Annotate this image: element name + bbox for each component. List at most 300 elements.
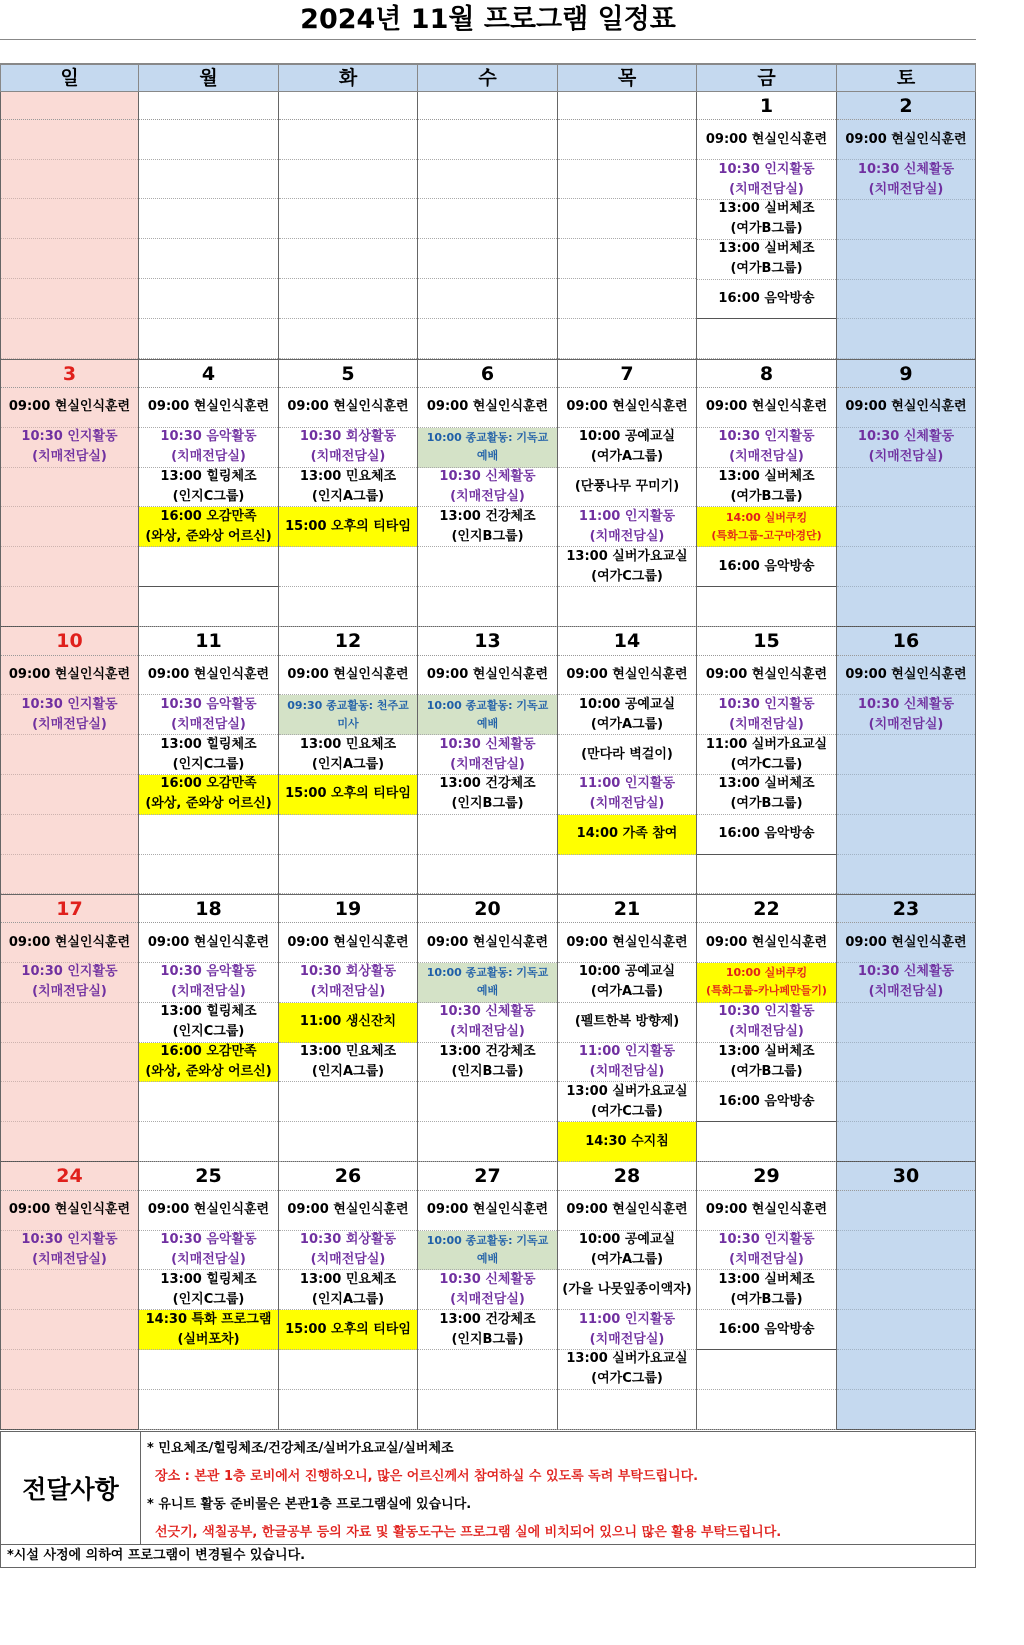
event-title: (가을 나뭇잎종이액자) [562, 1281, 692, 1297]
event-detail: (인지C그룹) [172, 1024, 245, 1040]
empty-slot [418, 1082, 557, 1122]
event-title: 10:30 신체활동 [439, 1004, 536, 1020]
event-entry [697, 656, 836, 696]
event-detail: (인지B그룹) [451, 528, 524, 544]
day-number: 7 [558, 360, 696, 388]
event-title: 09:00 현실인식훈련 [8, 934, 131, 950]
event-title: 10:30 인지활동 [21, 696, 118, 712]
event-title: 13:00 실버체조 [718, 201, 815, 217]
event-entry [139, 507, 278, 547]
event-detail: (여가B그룹) [730, 221, 803, 237]
event-entry [558, 963, 696, 1003]
weekday-header: 금 [697, 64, 837, 92]
day-number: 14 [558, 627, 696, 655]
empty-slot [837, 1122, 975, 1162]
event-entry [418, 1043, 557, 1083]
event-list [558, 1191, 696, 1430]
empty-slot [418, 239, 557, 279]
event-list [1, 388, 138, 627]
event-entry [418, 963, 557, 1003]
event-title: (펠트한복 방향제) [574, 1014, 680, 1030]
event-detail: (치매전담실) [450, 756, 525, 772]
day-number: 23 [837, 895, 975, 923]
event-entry [279, 963, 417, 1003]
event-list [697, 120, 836, 359]
day-number [139, 92, 278, 120]
event-title: 09:00 현실인식훈련 [147, 399, 270, 415]
event-entry [1, 428, 138, 468]
event-detail: (치매전담실) [310, 449, 386, 465]
event-detail: (치매전담실) [171, 449, 246, 465]
event-list [558, 656, 696, 895]
event-entry [139, 1231, 278, 1271]
event-list [279, 923, 417, 1162]
day-cell [279, 1162, 418, 1430]
day-cell [697, 360, 837, 628]
event-detail: (인지B그룹) [451, 1331, 524, 1347]
event-title: 13:00 민요체조 [299, 736, 397, 752]
event-title: 09:00 현실인식훈련 [705, 1202, 828, 1218]
event-title: 09:00 현실인식훈련 [8, 1202, 131, 1218]
event-title: 09:00 현실인식훈련 [287, 399, 409, 415]
event-title: 09:00 현실인식훈련 [147, 666, 270, 682]
empty-slot [697, 1390, 836, 1430]
event-title: 09:00 현실인식훈련 [426, 399, 549, 415]
event-title: 13:00 실버체조 [718, 1271, 815, 1287]
event-title: 09:00 현실인식훈련 [287, 1202, 409, 1218]
empty-slot [279, 1082, 417, 1122]
day-cell [418, 627, 558, 895]
event-title: 10:30 인지활동 [21, 964, 118, 980]
day-cell [279, 360, 418, 628]
event-list [558, 923, 696, 1162]
day-number: 11 [139, 627, 278, 655]
event-list [139, 656, 278, 895]
event-entry [139, 1310, 278, 1350]
event-title: 09:00 현실인식훈련 [705, 131, 828, 147]
empty-slot [1, 239, 138, 279]
day-cell [837, 360, 976, 628]
empty-slot [1, 468, 138, 508]
event-title: 11:00 실버가요교실 [705, 736, 828, 752]
event-entry [697, 963, 836, 1003]
event-title: 13:00 민요체조 [299, 1271, 397, 1287]
event-title: 10:30 인지활동 [718, 161, 815, 177]
event-title: 15:00 오후의 티타임 [285, 1321, 411, 1337]
empty-slot [837, 280, 975, 320]
empty-slot [279, 239, 417, 279]
day-number: 9 [837, 360, 975, 388]
event-title: 13:00 힐링체조 [160, 1271, 257, 1287]
day-number [558, 92, 696, 120]
empty-slot [1, 735, 138, 775]
empty-slot [1, 120, 138, 160]
event-title: 09:00 현실인식훈련 [566, 1202, 688, 1218]
day-cell [837, 1162, 976, 1430]
event-detail: 예배 [476, 716, 499, 730]
event-title: 16:00 음악방송 [718, 1093, 815, 1109]
empty-slot [697, 1122, 836, 1162]
event-detail: (여가B그룹) [730, 1063, 803, 1079]
event-title: 16:00 음악방송 [718, 826, 815, 842]
notes-section [0, 1431, 976, 1545]
empty-slot [837, 1003, 975, 1043]
event-entry [558, 468, 696, 508]
event-entry [418, 656, 557, 696]
event-title: 11:00 인지활동 [578, 1311, 676, 1327]
event-detail: (여가B그룹) [730, 1291, 803, 1307]
day-number [1, 92, 138, 120]
event-detail: (치매전담실) [729, 1251, 804, 1267]
event-entry [418, 923, 557, 963]
event-title: 13:00 민요체조 [299, 468, 397, 484]
event-entry [697, 1310, 836, 1350]
event-entry [837, 120, 975, 160]
event-entry [139, 1191, 278, 1231]
empty-slot [837, 1191, 975, 1231]
event-entry [697, 1003, 836, 1043]
event-list [1, 120, 138, 359]
event-entry [139, 656, 278, 696]
event-title: 10:30 인지활동 [718, 1231, 815, 1247]
event-detail: 예배 [476, 1251, 499, 1265]
event-title: 16:00 오감만족 [160, 776, 257, 792]
event-entry [279, 1231, 417, 1271]
empty-slot [1, 1310, 138, 1350]
event-entry [139, 923, 278, 963]
empty-slot [139, 587, 278, 627]
event-title: 15:00 오후의 티타임 [285, 786, 411, 802]
event-title: 13:00 실버체조 [718, 776, 815, 792]
event-title: 10:30 음악활동 [160, 1231, 257, 1247]
day-number: 16 [837, 627, 975, 655]
empty-slot [697, 587, 836, 627]
event-entry [558, 1270, 696, 1310]
empty-slot [837, 200, 975, 240]
event-list [1, 1191, 138, 1430]
event-title: 16:00 음악방송 [718, 1321, 815, 1337]
empty-slot [837, 735, 975, 775]
event-title: 13:00 건강체조 [439, 1043, 536, 1059]
empty-slot [837, 1231, 975, 1271]
day-number: 5 [279, 360, 417, 388]
event-title: 10:30 인지활동 [718, 429, 815, 445]
event-entry [697, 1082, 836, 1122]
empty-slot [558, 239, 696, 279]
event-detail: (인지A그룹) [311, 1291, 385, 1307]
empty-slot [279, 815, 417, 855]
event-title: 09:00 현실인식훈련 [8, 666, 131, 682]
event-title: 14:00 가족 참여 [576, 826, 678, 842]
event-entry [697, 815, 836, 855]
event-detail: (여가B그룹) [730, 261, 803, 277]
event-detail: (인지A그룹) [311, 1063, 385, 1079]
spacer-row [0, 40, 976, 64]
event-detail: (인지C그룹) [172, 1291, 245, 1307]
empty-slot [279, 1350, 417, 1390]
event-detail: 예배 [476, 449, 499, 463]
empty-slot [1, 1082, 138, 1122]
weekday-header: 월 [139, 64, 279, 92]
event-list [279, 388, 417, 627]
day-number: 15 [697, 627, 836, 655]
event-list [139, 388, 278, 627]
event-entry [279, 695, 417, 735]
event-entry [697, 1231, 836, 1271]
day-number: 24 [1, 1162, 138, 1190]
day-number [279, 92, 417, 120]
event-title: 09:00 현실인식훈련 [287, 666, 409, 682]
event-entry [418, 1310, 557, 1350]
day-cell [279, 92, 418, 360]
empty-slot [418, 1122, 557, 1162]
day-number: 21 [558, 895, 696, 923]
event-title: 13:00 민요체조 [299, 1043, 397, 1059]
event-detail: (인지C그룹) [172, 756, 245, 772]
event-entry [697, 280, 836, 320]
event-entry [558, 656, 696, 696]
event-title: 10:00 종교활동: 기독교 [426, 966, 549, 980]
day-cell [279, 627, 418, 895]
event-entry [1, 1191, 138, 1231]
footer-note: *시설 사정에 의하여 프로그램이 변경될수 있습니다. [0, 1545, 976, 1568]
event-entry [697, 160, 836, 200]
event-entry [279, 1043, 417, 1083]
event-list [139, 1191, 278, 1430]
event-title: 13:00 실버가요교실 [566, 1083, 688, 1099]
event-list [418, 120, 557, 359]
empty-slot [279, 279, 417, 319]
event-entry [837, 656, 975, 696]
day-cell [558, 627, 697, 895]
event-entry [418, 1270, 557, 1310]
event-title: 16:00 오감만족 [160, 1043, 257, 1059]
event-entry [558, 815, 696, 855]
event-entry [279, 507, 417, 547]
empty-slot [697, 319, 836, 359]
empty-slot [697, 1350, 836, 1390]
day-cell [0, 895, 139, 1163]
event-detail: (특화그룹-고구마경단) [711, 528, 822, 542]
day-number: 28 [558, 1162, 696, 1190]
event-title: 10:30 신체활동 [857, 161, 955, 177]
event-detail: (치매전담실) [32, 984, 107, 1000]
note-line: * 유니트 활동 준비물은 본관1층 프로그램실에 있습니다. [147, 1497, 472, 1512]
event-detail: (여가A그룹) [590, 1251, 664, 1267]
event-title: 15:00 오후의 티타임 [285, 518, 411, 534]
empty-slot [558, 319, 696, 359]
empty-slot [139, 160, 278, 200]
event-title: 10:00 실버쿠킹 [725, 966, 808, 980]
event-title: 09:00 현실인식훈련 [845, 399, 967, 415]
event-entry [1, 963, 138, 1003]
event-entry [139, 468, 278, 508]
day-cell [697, 1162, 837, 1430]
day-cell [139, 627, 279, 895]
event-title: 09:00 현실인식훈련 [426, 1202, 549, 1218]
event-detail: (치매전담실) [729, 181, 804, 197]
week-row [0, 895, 976, 1163]
day-cell [139, 1162, 279, 1430]
event-list [837, 1191, 975, 1430]
weekday-header: 일 [0, 64, 139, 92]
event-detail: (여가A그룹) [590, 449, 664, 465]
empty-slot [1, 815, 138, 855]
event-title: 09:00 현실인식훈련 [566, 666, 688, 682]
event-title: 10:30 신체활동 [439, 736, 536, 752]
day-cell [0, 1162, 139, 1430]
event-entry [418, 388, 557, 428]
event-entry [279, 735, 417, 775]
empty-slot [1, 160, 138, 200]
event-detail: (치매전담실) [729, 1024, 804, 1040]
event-entry [697, 200, 836, 240]
event-title: 16:00 음악방송 [718, 290, 815, 306]
event-detail: (여가B그룹) [730, 796, 803, 812]
event-title: 09:00 현실인식훈련 [705, 666, 828, 682]
empty-slot [418, 547, 557, 587]
event-entry [697, 1043, 836, 1083]
event-detail: (치매전담실) [589, 1331, 665, 1347]
empty-slot [837, 507, 975, 547]
event-title: 10:30 인지활동 [21, 1231, 118, 1247]
event-title: 09:00 현실인식훈련 [426, 666, 549, 682]
event-entry [837, 388, 975, 428]
event-title: 10:00 공예교실 [578, 429, 676, 445]
event-entry [697, 547, 836, 587]
empty-slot [279, 319, 417, 359]
weekday-header: 화 [279, 64, 418, 92]
event-entry [837, 923, 975, 963]
event-entry [279, 1191, 417, 1231]
event-detail: (치매전담실) [171, 984, 246, 1000]
event-entry [697, 240, 836, 280]
event-title: 09:00 현실인식훈련 [705, 934, 828, 950]
event-list [279, 656, 417, 895]
day-number: 10 [1, 627, 138, 655]
day-cell [418, 360, 558, 628]
event-detail: (치매전담실) [171, 716, 246, 732]
day-number: 1 [697, 92, 836, 120]
empty-slot [139, 1082, 278, 1122]
event-detail: (치매전담실) [868, 716, 944, 732]
empty-slot [279, 160, 417, 200]
event-title: 10:30 음악활동 [160, 696, 257, 712]
event-detail: 미사 [337, 716, 359, 730]
empty-slot [1, 1122, 138, 1162]
event-entry [837, 160, 975, 200]
event-detail: (치매전담실) [729, 449, 804, 465]
event-entry [279, 775, 417, 815]
empty-slot [837, 775, 975, 815]
event-title: 10:30 회상활동 [299, 964, 397, 980]
event-title: (단풍나무 꾸미기) [574, 478, 680, 494]
event-entry [279, 468, 417, 508]
day-cell [837, 92, 976, 360]
empty-slot [418, 199, 557, 239]
event-title: 09:00 현실인식훈련 [566, 399, 688, 415]
empty-slot [837, 1350, 975, 1390]
empty-slot [558, 199, 696, 239]
day-number [418, 92, 557, 120]
event-title: 09:00 현실인식훈련 [147, 934, 270, 950]
event-title: 13:00 건강체조 [439, 1311, 536, 1327]
empty-slot [418, 160, 557, 200]
event-detail: (치매전담실) [450, 488, 525, 504]
empty-slot [279, 587, 417, 627]
day-cell [279, 895, 418, 1163]
empty-slot [418, 319, 557, 359]
empty-slot [279, 1390, 417, 1430]
event-title: 10:30 신체활동 [439, 1271, 536, 1287]
empty-slot [418, 1350, 557, 1390]
empty-slot [697, 855, 836, 895]
day-cell [418, 1162, 558, 1430]
event-entry [279, 656, 417, 696]
event-title: 10:00 종교활동: 기독교 [426, 431, 549, 445]
empty-slot [837, 1043, 975, 1083]
event-list [697, 656, 836, 895]
event-detail: (와상, 준와상 어르신) [145, 1063, 272, 1079]
day-number: 12 [279, 627, 417, 655]
event-list [418, 1191, 557, 1430]
note-line: 장소 : 본관 1층 로비에서 진행하오니, 많은 어르신께서 참여하실 수 있도록 독려 부탁드립니다. [155, 1469, 699, 1484]
event-entry [1, 923, 138, 963]
day-cell [139, 895, 279, 1163]
event-title: 13:00 실버체조 [718, 468, 815, 484]
week-row [0, 627, 976, 895]
event-entry [1, 695, 138, 735]
day-cell [418, 92, 558, 360]
event-entry [697, 775, 836, 815]
event-detail: (치매전담실) [32, 716, 107, 732]
event-title: 13:00 실버가요교실 [566, 548, 688, 564]
event-entry [418, 428, 557, 468]
event-detail: (치매전담실) [589, 528, 665, 544]
event-title: 09:00 현실인식훈련 [147, 1202, 270, 1218]
event-detail: (여가B그룹) [730, 488, 803, 504]
calendar [0, 64, 976, 1430]
weekday-header: 수 [418, 64, 558, 92]
event-title: 16:00 음악방송 [718, 558, 815, 574]
event-entry [697, 468, 836, 508]
event-detail: (여가C그룹) [591, 568, 663, 584]
empty-slot [139, 239, 278, 279]
event-entry [1, 1231, 138, 1271]
event-detail: (특화그룹-카나페만들기) [706, 984, 827, 998]
event-entry [1, 656, 138, 696]
event-title: 10:00 공예교실 [578, 696, 676, 712]
event-detail: (여가A그룹) [590, 716, 664, 732]
day-number: 25 [139, 1162, 278, 1190]
event-entry [279, 1270, 417, 1310]
event-list [418, 388, 557, 627]
event-list [837, 120, 975, 359]
event-list [418, 656, 557, 895]
day-cell [418, 895, 558, 1163]
event-title: 09:00 현실인식훈련 [705, 399, 828, 415]
empty-slot [1, 547, 138, 587]
day-cell [697, 92, 837, 360]
empty-slot [139, 199, 278, 239]
empty-slot [1, 279, 138, 319]
event-entry [558, 695, 696, 735]
event-title: 09:30 종교활동: 천주교 [287, 698, 409, 712]
event-entry [558, 507, 696, 547]
week-row [0, 1162, 976, 1430]
day-number: 3 [1, 360, 138, 388]
empty-slot [1, 319, 138, 359]
